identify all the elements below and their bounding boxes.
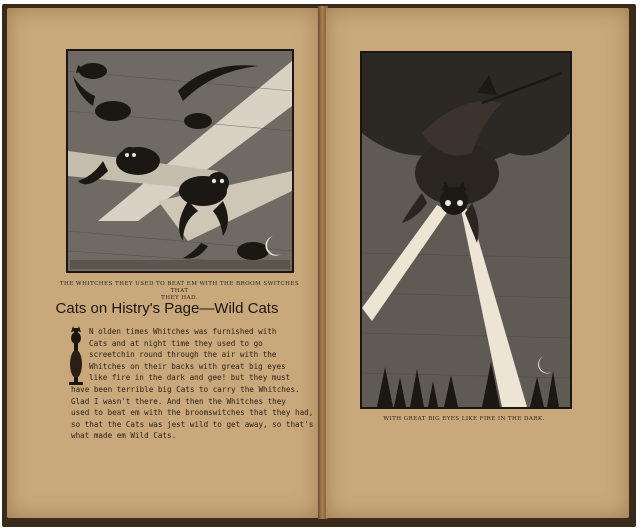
flying-cats-icon — [68, 51, 292, 271]
body-line: so that the Cats was jest wild to get away, so that's — [71, 419, 314, 429]
body-paragraph-continued — [71, 384, 313, 442]
body-line: used to beat em with the broomswitches that they had, — [71, 408, 314, 418]
caption-line-1: THE WHITCHES THEY USED TO BEAT EM WITH THE BROOM SWITCHES THAT — [59, 281, 300, 294]
cat-witch-icon — [362, 53, 570, 407]
witch-cats-illustration — [66, 49, 294, 273]
chapter-heading: Cats on Histry's Page—Wild Cats — [55, 300, 279, 317]
body-paragraph — [89, 326, 290, 384]
body-line: have been terrible big Cats to carry the Whitches. — [71, 385, 300, 394]
left-illustration-caption — [57, 281, 302, 302]
right-illustration-caption: WITH GREAT BIG EYES LIKE FIRE IN THE DARK. — [383, 416, 545, 422]
right-page — [326, 8, 629, 518]
body-line: Whitches on their backs with great big eyes — [89, 361, 286, 371]
body-line: like fire in the dark and gee! but they must — [89, 373, 291, 383]
body-line: what made em Wild Cats. — [71, 431, 177, 441]
body-line: Glad I wasn't there. And then the Whitches they — [71, 396, 286, 406]
body-line: Cats and at night time they used to go — [89, 338, 263, 348]
body-line: N olden times Whitches was furnished with — [89, 327, 277, 336]
drop-cap-cat-icon — [65, 324, 87, 388]
body-line: screetchin round through the air with the — [89, 350, 277, 360]
left-page — [7, 8, 319, 518]
caption-line-2: THEY HAD. — [161, 295, 198, 301]
searchlight-cat-illustration — [360, 51, 572, 409]
